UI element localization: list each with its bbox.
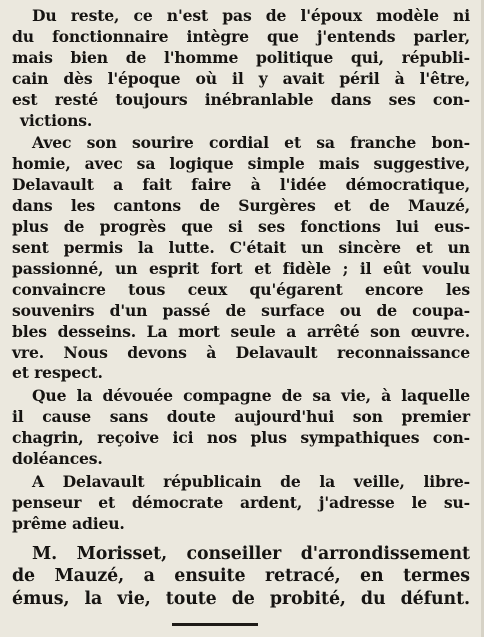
text-line: doléances. <box>12 449 103 469</box>
paragraph-2 <box>12 133 470 384</box>
text-line: A Delavault républicain de la veille, libre- <box>32 471 470 491</box>
text-line: Que la dévouée compagne de sa vie, à laquelle <box>32 386 470 406</box>
text-line: Du reste, ce n'est pas de l'époux modèle ni <box>32 6 470 25</box>
text-line: vre. Nous devons à Delavault reconnaissance <box>12 342 470 362</box>
text-line: chagrin, reçoive ici nos plus sympathiques con- <box>12 428 470 448</box>
paragraph-1 <box>12 6 470 131</box>
text-line: bles desseins. La mort seule a arrêté son œuvre. <box>12 321 470 341</box>
text-line: du fonctionnaire intègre que j'entends parler, <box>12 26 470 46</box>
text-line: de Mauzé, a ensuite retracé, en termes <box>12 566 470 587</box>
text-line: souvenirs d'un passé de surface ou de coupa- <box>12 300 470 320</box>
text-line: homie, avec sa logique simple mais suggestive, <box>12 154 470 174</box>
text-line: émus, la vie, toute de probité, du défunt. <box>12 588 470 609</box>
text-line: passionné, un esprit fort et fidèle ; il eût voulu <box>12 258 470 278</box>
text-line: il cause sans doute aujourd'hui son premier <box>12 407 470 427</box>
text-line: convaincre tous ceux qu'égarent encore les <box>12 279 470 299</box>
text-line: victions. <box>20 110 93 130</box>
article-column <box>12 6 470 612</box>
text-line: Delavault a fait faire à l'idée démocratique, <box>12 175 470 195</box>
text-line: Avec son sourire cordial et sa franche bon- <box>32 133 470 153</box>
text-line: M. Morisset, conseiller d'arrondissement <box>32 543 470 564</box>
text-line: sent permis la lutte. C'était un sincère et un <box>12 237 470 257</box>
section-divider-rule <box>172 623 258 626</box>
paragraph-4 <box>12 472 470 535</box>
text-line: mais bien de l'homme politique qui, républi- <box>12 47 470 67</box>
paragraph-3 <box>12 386 470 470</box>
text-line: et respect. <box>12 363 103 383</box>
text-line: prême adieu. <box>12 513 125 533</box>
text-line: est resté toujours inébranlable dans ses con- <box>12 89 470 109</box>
paragraph-5 <box>12 543 470 611</box>
text-line: cain dès l'époque où il y avait péril à l'être, <box>12 68 470 88</box>
text-line: penseur et démocrate ardent, j'adresse le su- <box>12 492 470 512</box>
text-line: plus de progrès que si ses fonctions lui eus- <box>12 217 470 237</box>
text-line: dans les cantons de Surgères et de Mauzé, <box>12 196 470 216</box>
